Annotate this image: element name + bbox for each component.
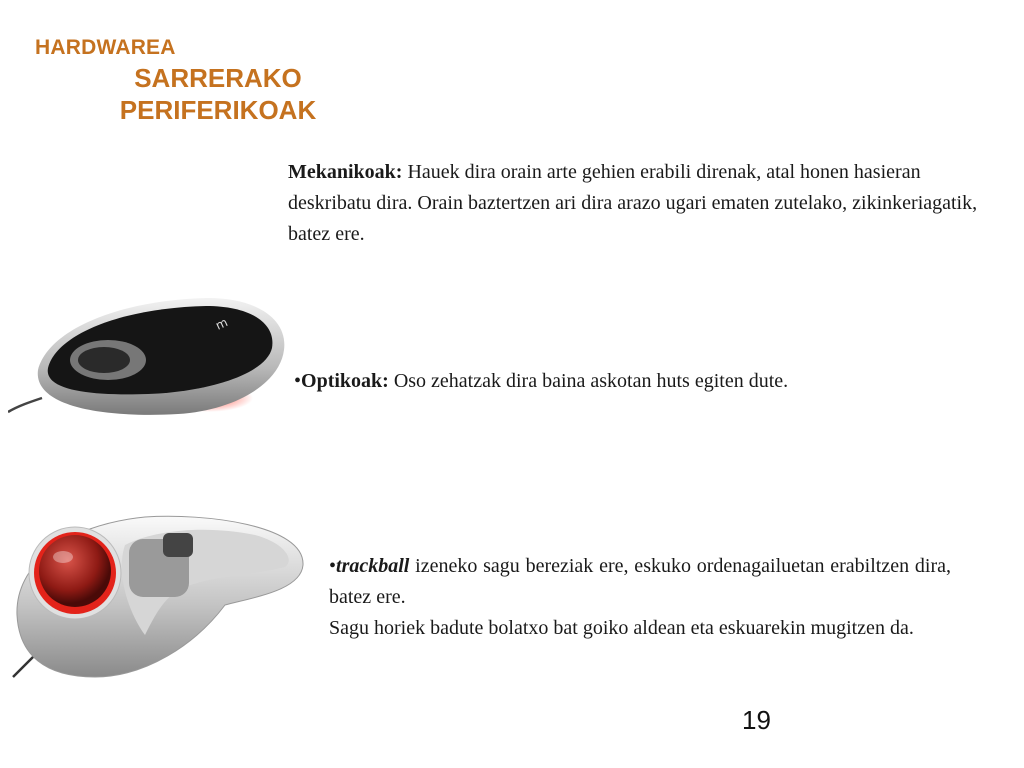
optical-mouse-image: [8, 290, 293, 420]
mechanical-label: Mekanikoak:: [288, 161, 403, 183]
page-title-line-2: PERIFERIKOAK: [119, 95, 317, 125]
page-number: 19: [742, 705, 771, 735]
trackball-text: izeneko sagu bereziak ere, eskuko ordenagailuetan erabiltzen dira, batez ere.: [329, 555, 951, 608]
trackball-paragraph: [329, 551, 951, 644]
svg-text:m: m: [213, 315, 230, 333]
trackball-bullet: •: [329, 555, 337, 577]
section-label: HARDWAREA: [35, 36, 176, 59]
optical-bullet: •: [294, 370, 302, 392]
trackball-line-2: Sagu horiek badute bolatxo bat goiko aldean eta eskuarekin mugitzen da.: [329, 617, 914, 639]
trackball-mouse-image: [5, 505, 310, 685]
page-title: [98, 62, 338, 126]
mechanical-paragraph: [288, 157, 988, 250]
optical-text: Oso zehatzak dira baina askotan huts egiten dute.: [388, 370, 789, 392]
mechanical-text: Hauek dira orain arte gehien erabili direnak, atal honen hasieran deskribatu dira. Orain baztertzen ari dira arazo ugari ematen zutelako, zikinkeriagatik, batez ere.: [288, 161, 978, 245]
optical-label: Optikoak:: [301, 370, 389, 392]
trackball-label: trackball: [336, 555, 410, 577]
optical-paragraph: [294, 366, 994, 397]
page-title-line-1: SARRERAKO: [134, 63, 302, 93]
trackball-line-1: [329, 551, 951, 613]
